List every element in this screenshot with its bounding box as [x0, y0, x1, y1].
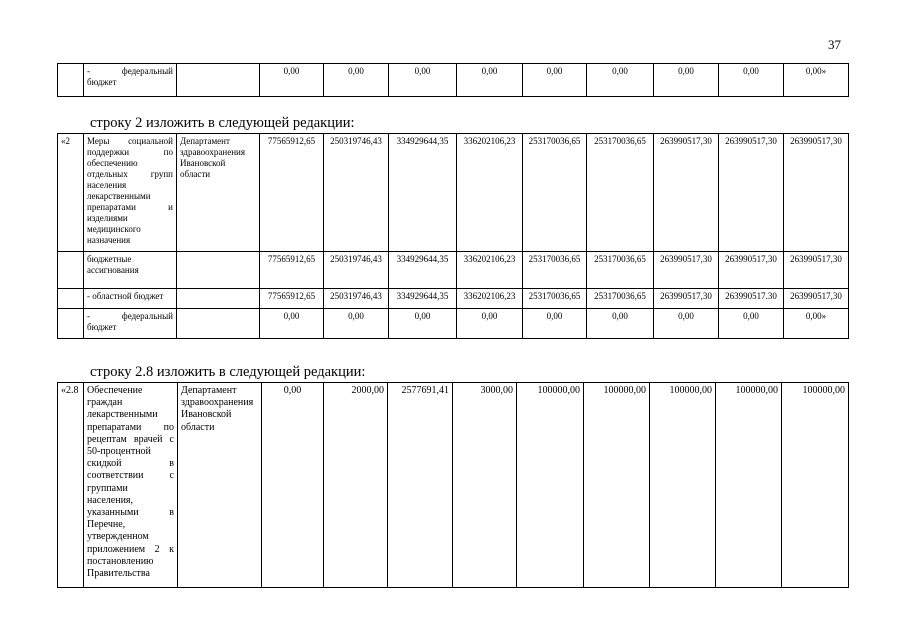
value-cell: 0,00 — [457, 64, 523, 97]
row-index — [58, 252, 84, 289]
row-index: «2.8 — [58, 383, 84, 588]
row-executor — [177, 64, 260, 97]
value-cell: 334929644,35 — [389, 252, 457, 289]
value-cell: 0,00 — [457, 309, 523, 339]
value-cell: 0,00 — [587, 309, 654, 339]
table-row — [58, 309, 849, 339]
value-cell: 100000,00 — [584, 383, 650, 588]
value-cell: 0,00 — [719, 64, 784, 97]
row-name: - областной бюджет — [84, 289, 177, 309]
value-cell: 263990517,30 — [654, 134, 719, 252]
value-cell: 263990517,30 — [784, 289, 849, 309]
value-cell: 0,00 — [587, 64, 654, 97]
row-executor — [177, 289, 260, 309]
row-index — [58, 64, 84, 97]
row-index: «2 — [58, 134, 84, 252]
value-cell: 263990517,30 — [719, 252, 784, 289]
value-cell: 336202106,23 — [457, 134, 523, 252]
row-name: Меры социальной поддержки по обеспечению отдельных групп населения лекарственными препаратами и изделиями медицинского назначения — [84, 134, 177, 252]
value-cell: 0,00 — [523, 64, 587, 97]
value-cell: 263990517,30 — [654, 289, 719, 309]
value-cell: 2000,00 — [324, 383, 388, 588]
section-heading-row-2-8: строку 2.8 изложить в следующей редакции: — [90, 364, 366, 380]
value-cell: 77565912,65 — [260, 289, 324, 309]
row-name: бюджетные ассигнования — [84, 252, 177, 289]
value-cell: 263990517,30 — [719, 134, 784, 252]
table-row — [58, 134, 849, 252]
value-cell: 253170036,65 — [523, 289, 587, 309]
value-cell: 100000,00 — [782, 383, 849, 588]
value-cell: 2577691,41 — [388, 383, 453, 588]
value-cell: 77565912,65 — [260, 252, 324, 289]
value-cell: 336202106,23 — [457, 289, 523, 309]
table-row — [58, 289, 849, 309]
value-cell: 263990517.30 — [719, 289, 784, 309]
value-cell: 0,00 — [324, 64, 389, 97]
value-cell: 336202106,23 — [457, 252, 523, 289]
value-cell: 0,00» — [784, 309, 849, 339]
value-cell: 0,00 — [389, 309, 457, 339]
value-cell: 334929644,35 — [389, 289, 457, 309]
value-cell: 250319746,43 — [324, 252, 389, 289]
value-cell: 100000,00 — [716, 383, 782, 588]
value-cell: 0,00 — [719, 309, 784, 339]
value-cell: 250319746,43 — [324, 134, 389, 252]
value-cell: 0,00 — [654, 64, 719, 97]
value-cell: 253170036,65 — [523, 252, 587, 289]
value-cell: 3000,00 — [453, 383, 517, 588]
value-cell: 0,00 — [262, 383, 324, 588]
row-executor: Департамент здравоохранения Ивановской области — [178, 383, 262, 588]
value-cell: 100000,00 — [517, 383, 584, 588]
value-cell: 0,00 — [324, 309, 389, 339]
table-row-2 — [57, 133, 849, 339]
value-cell: 0,00 — [389, 64, 457, 97]
value-cell: 334929644,35 — [389, 134, 457, 252]
value-cell: 100000,00 — [650, 383, 716, 588]
section-heading-row-2: строку 2 изложить в следующей редакции: — [90, 115, 355, 131]
value-cell: 0,00 — [260, 309, 324, 339]
value-cell: 263990517,30 — [784, 134, 849, 252]
value-cell: 0,00» — [784, 64, 849, 97]
value-cell: 253170036,65 — [523, 134, 587, 252]
value-cell: 77565912,65 — [260, 134, 324, 252]
value-cell: 0,00 — [523, 309, 587, 339]
value-cell: 253170036,65 — [587, 289, 654, 309]
value-cell: 253170036,65 — [587, 252, 654, 289]
row-name: - федеральный бюджет — [84, 309, 177, 339]
page-number: 37 — [828, 37, 841, 52]
value-cell: 0,00 — [654, 309, 719, 339]
table-row — [58, 252, 849, 289]
row-executor — [177, 252, 260, 289]
row-name: - федеральный бюджет — [84, 64, 177, 97]
table-row — [58, 64, 849, 97]
table-row-2-8 — [57, 382, 849, 588]
row-executor — [177, 309, 260, 339]
row-index — [58, 289, 84, 309]
value-cell: 250319746,43 — [324, 289, 389, 309]
table-previous-row — [57, 63, 849, 97]
value-cell: 263990517,30 — [654, 252, 719, 289]
value-cell: 253170036,65 — [587, 134, 654, 252]
table-row — [58, 383, 849, 588]
row-executor: Департамент здравоохранения Ивановской области — [177, 134, 260, 252]
row-index — [58, 309, 84, 339]
value-cell: 0,00 — [260, 64, 324, 97]
row-name: Обеспечение граждан лекарственными препаратами по рецептам врачей с 50-процентной скидкой в соответствии с группами населения, указанными в Перечне, утвержденном приложением 2 к постановлению Правительства — [84, 383, 178, 588]
value-cell: 263990517,30 — [784, 252, 849, 289]
